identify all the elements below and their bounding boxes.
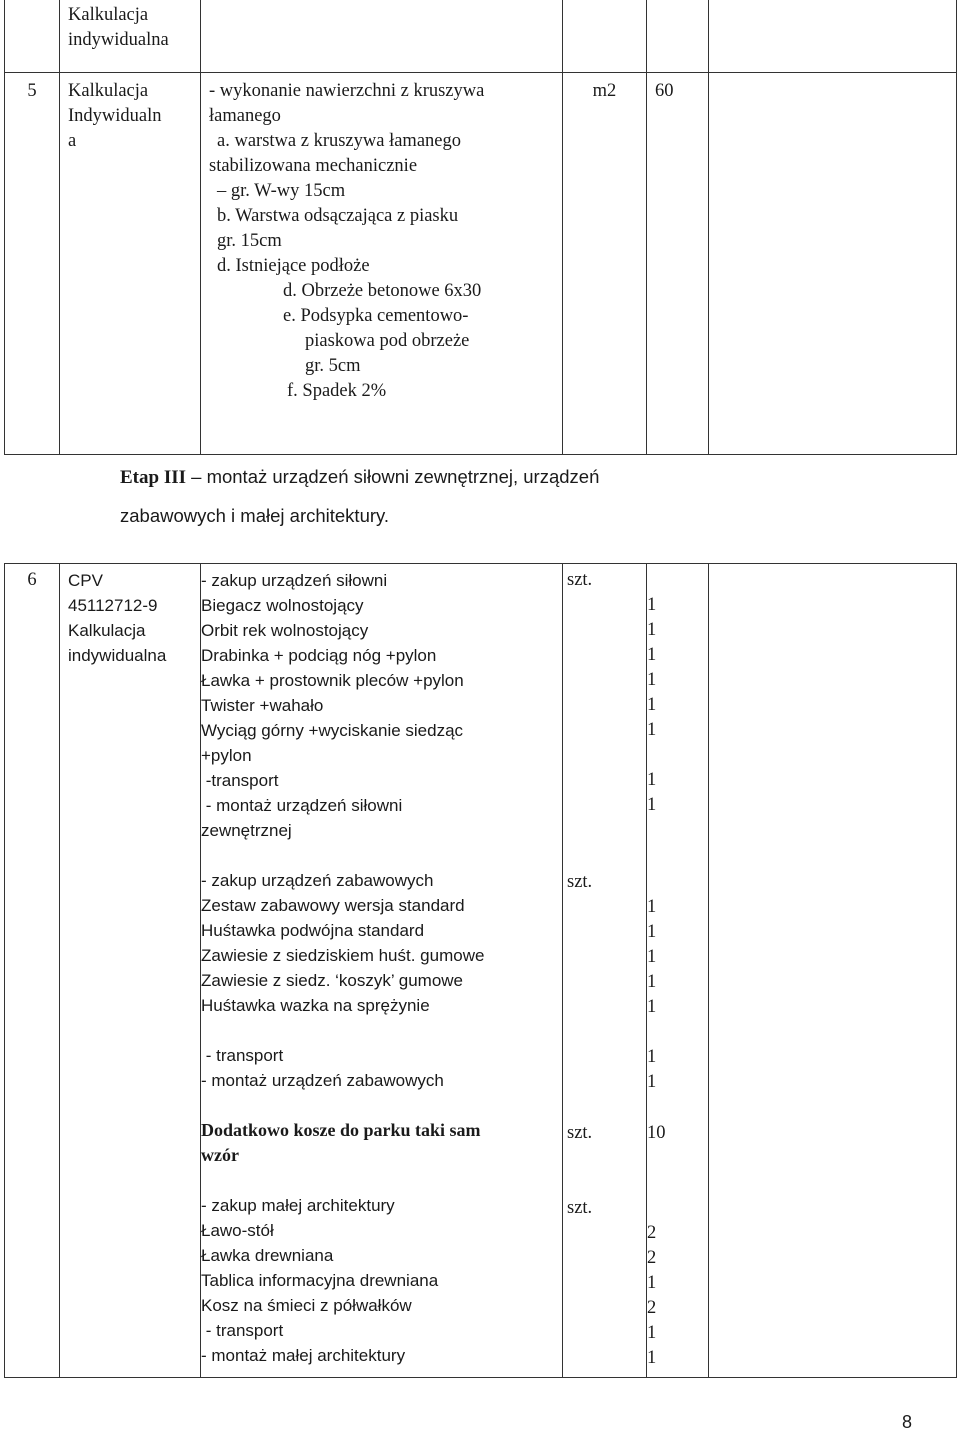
qty-value — [647, 568, 708, 593]
qty-value: 2 — [647, 1248, 657, 1268]
unit-label: szt. — [567, 1198, 593, 1218]
unit-group — [567, 1121, 646, 1196]
qty-value: 2 — [647, 1223, 657, 1243]
cost-table-bottom — [4, 563, 957, 1378]
qty-value — [647, 1196, 708, 1221]
desc-line: stabilizowana mechanicznie — [209, 156, 418, 176]
desc-line: Zawiesie z siedziskiem huśt. gumowe — [201, 946, 485, 965]
desc-line — [201, 1018, 562, 1043]
qty-value: 1 — [647, 695, 657, 715]
desc-line: - zakup urządzeń siłowni — [201, 571, 388, 590]
qty-value: 1 — [647, 620, 657, 640]
group-siłownia-desc — [201, 568, 562, 843]
desc-line: - montaż małej architektury — [201, 1346, 406, 1365]
qty-value: 1 — [647, 922, 657, 942]
desc-line: Huśtawka podwójna standard — [201, 921, 425, 940]
desc-line: Zestaw zabawowy wersja standard — [201, 896, 465, 915]
table-row — [5, 73, 957, 455]
desc-line: - wykonanie nawierzchni z kruszywa — [209, 81, 485, 101]
extra-cell — [709, 564, 957, 1378]
qty-value: 1 — [647, 972, 657, 992]
desc-line: gr. 5cm — [305, 356, 361, 376]
qty-value: 1 — [647, 1072, 657, 1092]
qty-value: 1 — [647, 1323, 657, 1343]
qty-group — [647, 870, 708, 1121]
qty-cell — [647, 564, 709, 1378]
desc-cell — [201, 0, 563, 73]
code-line: indywidualna — [68, 646, 167, 665]
nr-cell: 6 — [5, 564, 60, 1378]
desc-line: d. Istniejące podłoże — [217, 256, 370, 276]
qty-group — [647, 568, 708, 870]
qty-value: 2 — [647, 1298, 657, 1318]
table-row — [5, 0, 957, 73]
qty-value: 1 — [647, 1273, 657, 1293]
code-cell — [60, 73, 201, 455]
qty-value: 1 — [647, 897, 657, 917]
desc-line: f. Spadek 2% — [287, 381, 387, 401]
qty-value: 1 — [647, 595, 657, 615]
desc-line: e. Podsypka cementowo- — [283, 306, 469, 326]
extra-cell — [709, 0, 957, 73]
desc-line: Kosz na śmieci z półwałków — [201, 1296, 412, 1315]
qty-value: 1 — [647, 720, 657, 740]
desc-line: Ławo-stół — [201, 1221, 274, 1240]
stage-heading — [120, 458, 599, 535]
code-line: Kalkulacja — [68, 5, 149, 25]
unit-group — [567, 1196, 646, 1221]
desc-line: - transport — [201, 1321, 284, 1340]
qty-value: 1 — [647, 1047, 657, 1067]
table-row — [5, 564, 957, 1378]
desc-line: Ławka drewniana — [201, 1246, 334, 1265]
unit-label: szt. — [567, 1123, 593, 1143]
code-line: indywidualna — [68, 30, 169, 50]
code-line: CPV — [68, 571, 103, 590]
desc-line: Tablica informacyjna drewniana — [201, 1271, 439, 1290]
extra-cell — [709, 73, 957, 455]
group-kosze-desc — [201, 1118, 562, 1168]
code-cell — [60, 0, 201, 73]
unit-group — [567, 870, 646, 1121]
desc-line: - montaż urządzeń zabawowych — [201, 1071, 444, 1090]
desc-line: zewnętrznej — [201, 821, 292, 840]
page-number: 8 — [902, 1412, 913, 1432]
desc-line: Zawiesie z siedz. ‘koszyk’ gumowe — [201, 971, 464, 990]
unit-cell — [563, 0, 647, 73]
desc-line: Ławka + prostownik pleców +pylon — [201, 671, 464, 690]
qty-value — [647, 743, 708, 768]
stage-heading-line1 — [120, 458, 599, 497]
desc-line: d. Obrzeże betonowe 6x30 — [283, 281, 482, 301]
desc-line: wzór — [201, 1145, 239, 1165]
desc-line: – gr. W-wy 15cm — [217, 181, 346, 201]
unit-label: szt. — [567, 570, 593, 590]
unit-label: szt. — [567, 872, 593, 892]
nr-cell — [5, 0, 60, 73]
desc-cell — [201, 73, 563, 455]
code-line: a — [68, 131, 77, 151]
qty-value: 1 — [647, 645, 657, 665]
desc-line: -transport — [201, 771, 279, 790]
code-line: Kalkulacja — [68, 81, 149, 101]
desc-line: łamanego — [209, 106, 281, 126]
qty-cell — [647, 0, 709, 73]
cost-table-top — [4, 0, 957, 455]
desc-line: b. Warstwa odsączająca z piasku — [217, 206, 459, 226]
unit-cell — [563, 564, 647, 1378]
qty-value: 1 — [647, 770, 657, 790]
qty-group — [647, 1196, 708, 1371]
unit-cell: m2 — [563, 73, 647, 455]
desc-line: +pylon — [201, 746, 252, 765]
qty-value: 1 — [647, 795, 657, 815]
qty-value: 1 — [647, 670, 657, 690]
qty-value: 1 — [647, 947, 657, 967]
group-architektura-desc — [201, 1193, 562, 1368]
desc-line: a. warstwa z kruszywa łamanego — [217, 131, 461, 151]
unit-group — [567, 568, 646, 870]
desc-line: - transport — [201, 1046, 284, 1065]
desc-line: Huśtawka wazka na sprężynie — [201, 996, 430, 1015]
desc-line: Twister +wahało — [201, 696, 324, 715]
desc-line: Wyciąg górny +wyciskanie siedząc — [201, 721, 464, 740]
qty-value — [647, 1020, 708, 1045]
stage-title: – montaż urządzeń siłowni zewnętrznej, urządzeń — [186, 466, 600, 487]
desc-line: Orbit rek wolnostojący — [201, 621, 369, 640]
desc-line: - montaż urządzeń siłowni — [201, 796, 403, 815]
desc-line: Biegacz wolnostojący — [201, 596, 364, 615]
desc-line: piaskowa pod obrzeże — [305, 331, 470, 351]
nr-cell: 5 — [5, 73, 60, 455]
qty-group — [647, 1121, 708, 1196]
desc-line: Drabinka + podciąg nóg +pylon — [201, 646, 437, 665]
code-line: Kalkulacja — [68, 621, 146, 640]
desc-line: - zakup małej architektury — [201, 1196, 395, 1215]
desc-line: - zakup urządzeń zabawowych — [201, 871, 434, 890]
code-line: 45112712-9 — [68, 596, 158, 615]
code-cell — [60, 564, 201, 1378]
desc-line: Dodatkowo kosze do parku taki sam — [201, 1120, 481, 1140]
qty-value: 1 — [647, 1348, 657, 1368]
desc-cell — [201, 564, 563, 1378]
desc-line: gr. 15cm — [217, 231, 282, 251]
stage-heading-line2: zabawowych i małej architektury. — [120, 505, 390, 526]
code-line: Indywidualn — [68, 106, 162, 126]
qty-value: 10 — [647, 1123, 666, 1143]
qty-value: 1 — [647, 997, 657, 1017]
group-zabawowe-desc — [201, 868, 562, 1093]
qty-cell: 60 — [647, 73, 709, 455]
stage-label: Etap III — [120, 467, 186, 488]
qty-value — [647, 870, 708, 895]
